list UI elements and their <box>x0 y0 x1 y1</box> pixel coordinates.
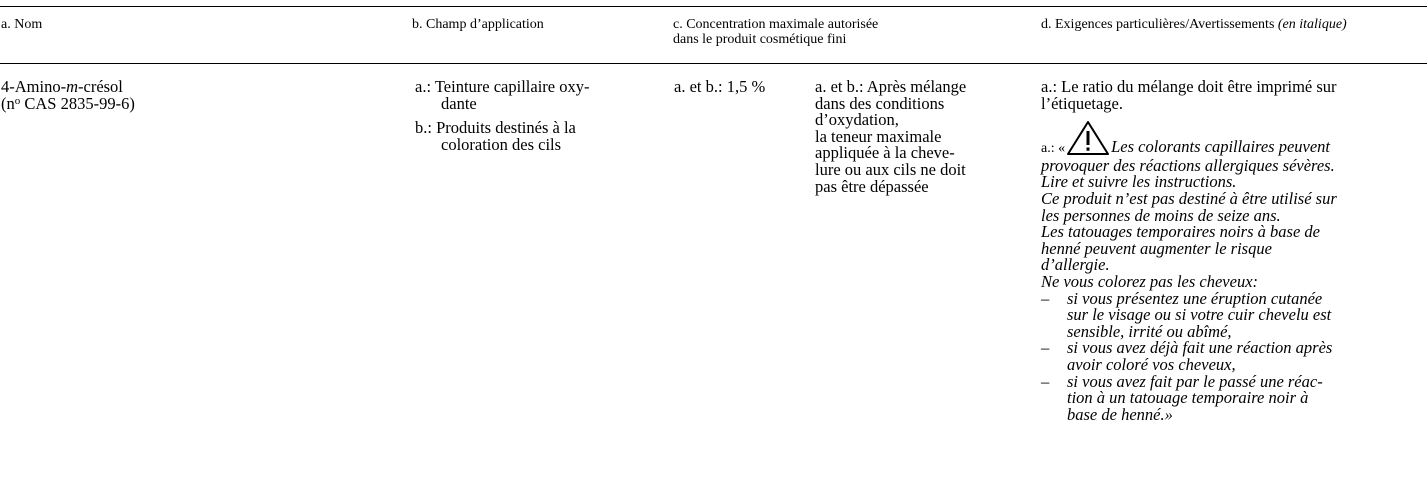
warning-bullet <box>1041 340 1427 373</box>
scope-b <box>415 120 640 153</box>
condition-text <box>815 79 1025 195</box>
scope-cell <box>415 79 640 153</box>
top-rule <box>0 6 1427 7</box>
warning-prefix: a.: « <box>1041 141 1066 157</box>
cas-pre: (n <box>1 93 15 113</box>
bullet-line: si vous avez fait par le passé une réac- <box>1067 371 1323 391</box>
warning-heading <box>1041 120 1427 158</box>
condition-line: lure ou aux cils ne doit <box>815 159 966 179</box>
warning-line: Les tatouages temporaires noirs à base de <box>1041 222 1320 242</box>
header-concentration-line1: c. Concentration maximale autorisée <box>673 17 879 32</box>
header-scope: b. Champ d’application <box>412 17 544 32</box>
header-requirements <box>1041 17 1347 32</box>
condition-line: appliquée à la cheve- <box>815 143 955 163</box>
scope-b-line1: b.: Produits destinés à la <box>415 118 576 138</box>
cas-sup: o <box>14 94 21 107</box>
bullet-line: sensible, irrité ou abîmé, <box>1067 321 1232 341</box>
warning-triangle-icon <box>1066 120 1110 156</box>
mix-ratio-requirement <box>1041 79 1427 112</box>
header-rule <box>0 63 1427 64</box>
substance-name-cell <box>1 79 381 112</box>
condition-line: a. et b.: Après mélange <box>815 77 967 96</box>
scope-a <box>415 79 640 112</box>
bullet-line: tion à un tatouage temporaire noir à <box>1067 388 1309 408</box>
bullet-dash: – <box>1041 371 1050 391</box>
warning-text <box>1041 155 1427 424</box>
requirement-line: l’étiquetage. <box>1041 93 1124 113</box>
requirement-line: a.: Le ratio du mélange doit être imprimé sur <box>1041 77 1337 96</box>
concentration-value: a. et b.: 1,5 % <box>674 77 766 96</box>
condition-line: la teneur maximale <box>815 126 942 146</box>
scope-b-line2: coloration des cils <box>441 134 562 154</box>
warning-bullet <box>1041 288 1427 341</box>
condition-line: pas être dépassée <box>815 176 929 196</box>
warning-first-line: Les colorants capillaires peuvent <box>1111 137 1331 157</box>
bullet-line: sur le visage ou si votre cuir chevelu est <box>1067 305 1332 325</box>
warning-line: Ce produit n’est pas destiné à être utilisé sur <box>1041 188 1337 208</box>
name-suffix: -crésol <box>78 77 123 96</box>
cas-number <box>1 93 381 113</box>
warning-bullet <box>1041 371 1427 424</box>
name-prefix: 4-Amino- <box>1 77 67 96</box>
header-requirements-suffix: (en italique) <box>1277 17 1347 32</box>
scope-a-line2: dante <box>441 93 477 113</box>
header-concentration-line2: dans le produit cosmétique fini <box>673 32 847 47</box>
warning-line: les personnes de moins de seize ans. <box>1041 205 1281 225</box>
bullet-line: base de henné.» <box>1067 404 1173 424</box>
header-concentration <box>673 17 878 47</box>
bullet-dash: – <box>1041 288 1050 308</box>
scope-a-line1: a.: Teinture capillaire oxy- <box>415 77 590 96</box>
condition-line: dans des conditions <box>815 93 945 113</box>
bullet-line: si vous avez déjà fait une réaction après <box>1067 338 1333 358</box>
warning-line: d’allergie. <box>1041 255 1110 275</box>
warning-line: Lire et suivre les instructions. <box>1041 172 1237 192</box>
warning-line: henné peuvent augmenter le risque <box>1041 238 1272 258</box>
bullet-line: avoir coloré vos cheveux, <box>1067 354 1236 374</box>
bullet-line: si vous présentez une éruption cutanée <box>1067 288 1323 308</box>
condition-line: d’oxydation, <box>815 110 899 130</box>
requirements-cell <box>1041 79 1427 423</box>
name-italic: m <box>66 77 78 96</box>
warning-line: provoquer des réactions allergiques sévères. <box>1041 155 1335 175</box>
header-requirements-label: d. Exigences particulières/Avertissements <box>1041 17 1275 32</box>
warning-line: Ne vous colorez pas les cheveux: <box>1041 271 1259 291</box>
cas-rest: CAS 2835-99-6) <box>20 93 135 113</box>
bullet-dash: – <box>1041 338 1050 358</box>
header-name: a. Nom <box>1 17 43 32</box>
